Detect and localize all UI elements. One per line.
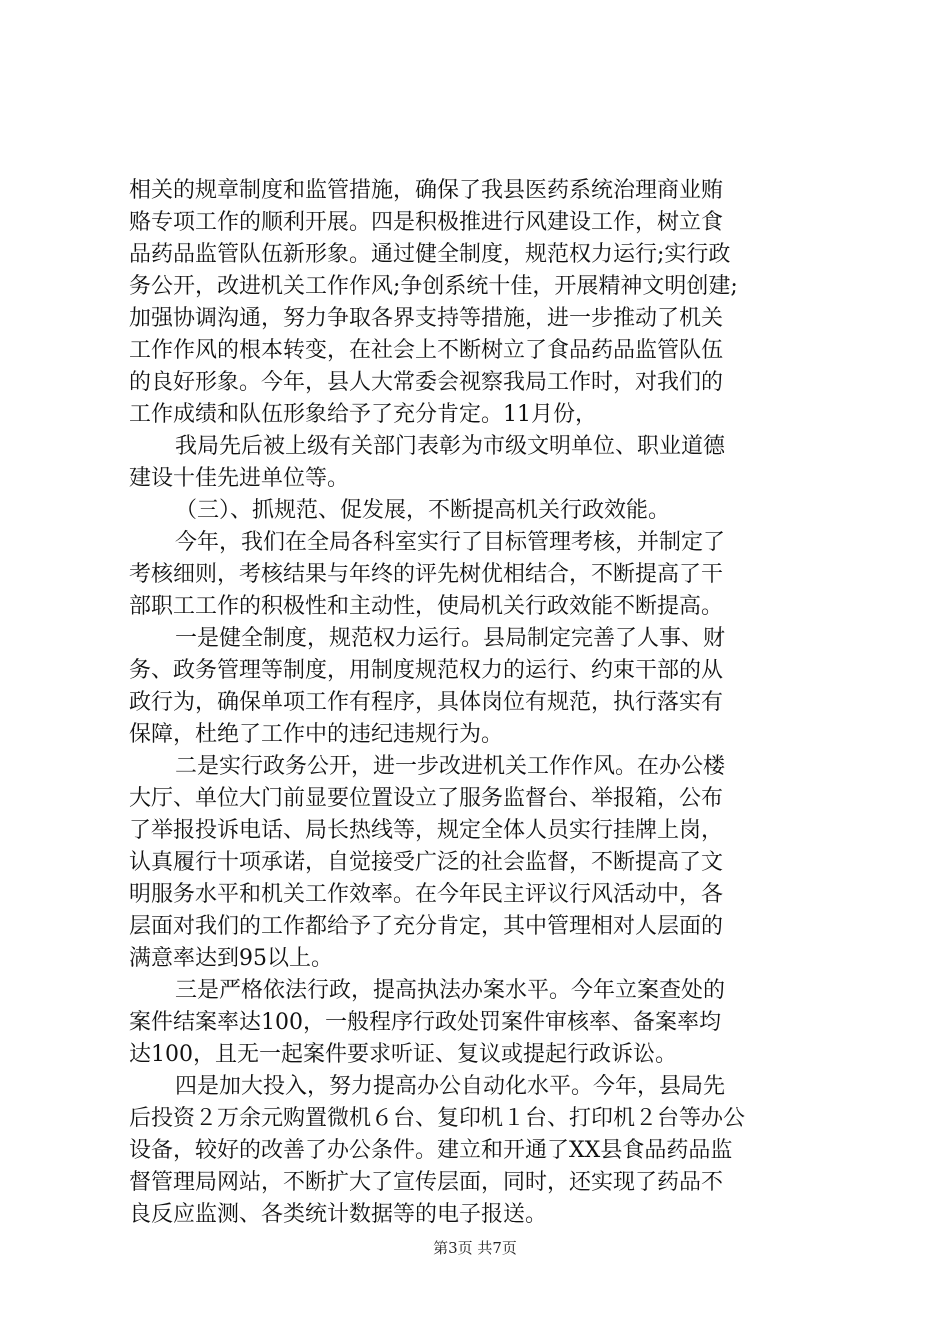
body-line: 设备，较好的改善了办公条件。建立和开通了XX县食品药品监 bbox=[129, 1138, 733, 1163]
body-line: 加强协调沟通，努力争取各界支持等措施，进一步推动了机关 bbox=[129, 306, 724, 331]
body-line: 相关的规章制度和监管措施，确保了我县医药系统治理商业贿 bbox=[129, 178, 724, 203]
paragraph-start: 四是加大投入，努力提高办公自动化水平。今年，县局先 bbox=[175, 1074, 726, 1099]
page-number-footer: 第3页 共7页 bbox=[433, 1239, 517, 1257]
body-line: 明服务水平和机关工作效率。在今年民主评议行风活动中，各 bbox=[129, 882, 724, 907]
body-line: 了举报投诉电话、局长热线等，规定全体人员实行挂牌上岗， bbox=[129, 818, 724, 843]
body-line: 赂专项工作的顺利开展。四是积极推进行风建设工作，树立食 bbox=[129, 210, 724, 235]
body-line: 认真履行十项承诺，自觉接受广泛的社会监督，不断提高了文 bbox=[129, 850, 724, 875]
body-line: 工作成绩和队伍形象给予了充分肯定。11月份， bbox=[129, 402, 597, 427]
body-line: 工作作风的根本转变，在社会上不断树立了食品药品监管队伍 bbox=[129, 338, 724, 363]
body-line: 良反应监测、各类统计数据等的电子报送。 bbox=[129, 1202, 548, 1227]
body-line: 务、政务管理等制度，用制度规范权力的运行、约束干部的从 bbox=[129, 658, 724, 683]
body-line: 考核细则，考核结果与年终的评先树优相结合，不断提高了干 bbox=[129, 562, 724, 587]
body-line: 督管理局网站，不断扩大了宣传层面，同时，还实现了药品不 bbox=[129, 1170, 724, 1195]
body-line: 建设十佳先进单位等。 bbox=[129, 466, 350, 491]
body-line: 达100，且无一起案件要求听证、复议或提起行政诉讼。 bbox=[129, 1042, 677, 1067]
body-line: 保障，杜绝了工作中的违纪违规行为。 bbox=[129, 722, 504, 747]
body-line: 满意率达到95以上。 bbox=[129, 946, 333, 971]
body-line: 务公开，改进机关工作作风;争创系统十佳，开展精神文明创建; bbox=[129, 274, 738, 299]
paragraph-start: 一是健全制度，规范权力运行。县局制定完善了人事、财 bbox=[175, 626, 726, 651]
body-line: 层面对我们的工作都给予了充分肯定，其中管理相对人层面的 bbox=[129, 914, 724, 939]
body-line: 案件结案率达100，一般程序行政处罚案件审核率、备案率均 bbox=[129, 1010, 721, 1035]
paragraph-start: 我局先后被上级有关部门表彰为市级文明单位、职业道德 bbox=[175, 434, 726, 459]
body-line: 品药品监管队伍新形象。通过健全制度，规范权力运行;实行政 bbox=[129, 242, 731, 267]
paragraph-start: 今年，我们在全局各科室实行了目标管理考核，并制定了 bbox=[175, 530, 726, 555]
body-line: 后投资２万余元购置微机６台、复印机１台、打印机２台等办公 bbox=[129, 1106, 746, 1131]
paragraph-start: 二是实行政务公开，进一步改进机关工作作风。在办公楼 bbox=[175, 754, 726, 779]
body-line: 政行为，确保单项工作有程序，具体岗位有规范，执行落实有 bbox=[129, 690, 724, 715]
section-heading: （三）、抓规范、促发展，不断提高机关行政效能。 bbox=[175, 498, 671, 523]
paragraph-start: 三是严格依法行政，提高执法办案水平。今年立案查处的 bbox=[175, 978, 726, 1003]
body-line: 部职工工作的积极性和主动性，使局机关行政效能不断提高。 bbox=[129, 594, 724, 619]
body-line: 的良好形象。今年，县人大常委会视察我局工作时，对我们的 bbox=[129, 370, 724, 395]
body-line: 大厅、单位大门前显要位置设立了服务监督台、举报箱，公布 bbox=[129, 786, 724, 811]
